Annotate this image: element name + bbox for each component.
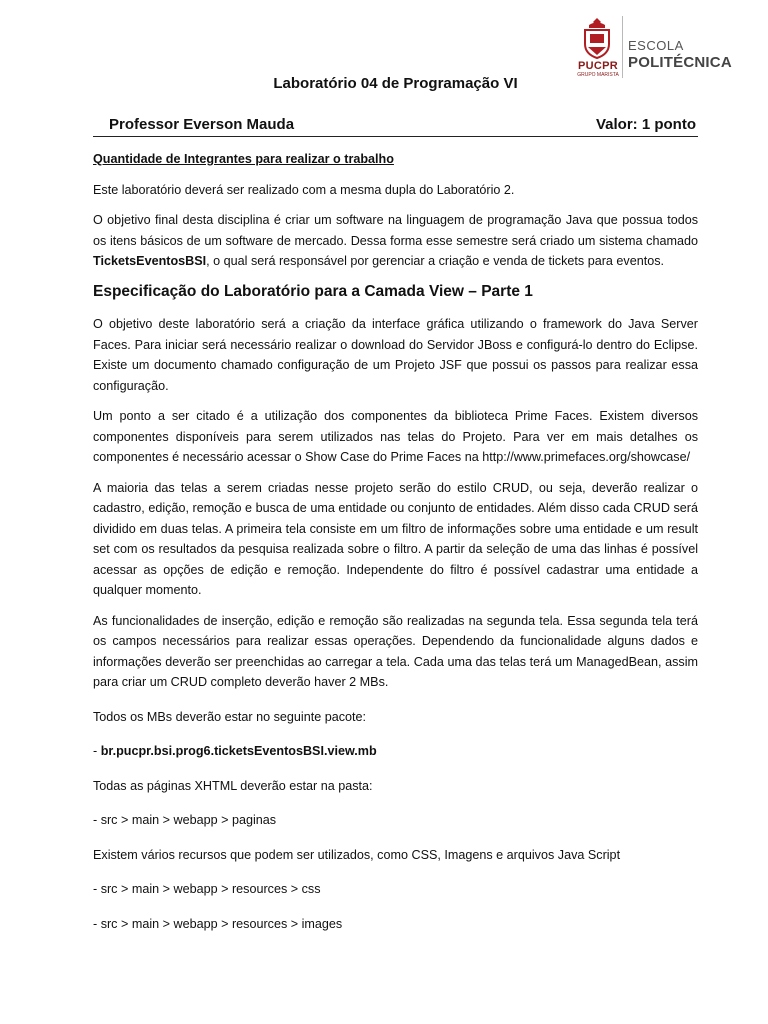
resources-intro: Existem vários recursos que podem ser utilizados, como CSS, Imagens e arquivos Java Script <box>93 847 621 862</box>
system-name: TicketsEventosBSI <box>93 254 207 268</box>
pucpr-subtitle: GRUPO MARISTA <box>577 72 619 78</box>
images-path: - src > main > webapp > resources > images <box>93 916 343 931</box>
objective-text-2: , o qual será responsável por gerenciar a criação e venda de tickets para eventos. <box>206 254 665 268</box>
css-path: - src > main > webapp > resources > css <box>93 882 321 896</box>
mb-package: br.pucpr.bsi.prog6.ticketsEventosBSI.view.mb <box>100 744 377 758</box>
objective-paragraph <box>93 210 698 272</box>
xhtml-intro: Todas as páginas XHTML deverão estar na pasta: <box>93 778 373 793</box>
logo-divider <box>622 16 623 78</box>
spec-paragraph: As funcionalidades de inserção, edição e remoção são realizadas na segunda tela. Essa segunda tela terá os campos necessários para realizar essas operações. Dependendo da funcionalidade alguns dados e informações deverão ser preenchidas ao carregar a tela. Cada uma das telas terá um ManagedBean, assim para criar um CRUD completo deverão haver 2 MBs. <box>93 613 698 689</box>
spec-paragraph: O objetivo deste laboratório será a criação da interface gráfica utilizando o framework do Java Server Faces. Para iniciar será necessário realizar o download do Servidor JBoss e configurá-lo dentro do Eclipse. Existe um documento chamado configuração de um Projeto JSF que possui os passos para realizar essa configuração. <box>93 317 698 393</box>
document-body <box>93 74 698 944</box>
pucpr-brand: PUCPR <box>577 60 618 72</box>
objective-text-1: O objetivo final desta disciplina é criar um software na linguagem de programação Java que possua todos os itens básicos de um software de mercado. Dessa forma esse semestre será criado um sistema chamado <box>93 213 698 248</box>
document-title: Laboratório 04 de Programação VI <box>273 75 518 92</box>
mb-package-line <box>93 741 698 762</box>
spec-heading: Especificação do Laboratório para a Camada View – Parte 1 <box>93 282 533 300</box>
spec-paragraph: A maioria das telas a serem criadas nesse projeto serão do estilo CRUD, ou seja, deverão realizar o cadastro, edição, remoção e busca de uma entidade ou conjunto de entidades. Além disso cada CRUD será dividido em duas telas. A primeira tela consiste em um filtro de informações sobre uma entidade e um result set com os resultados da pesquisa realizada sobre o filtro. A partir da seleção de uma das linhas é possível acessar as opções de edição e remoção. Independente do filtro é possível cadastrar uma entidade a qualquer momento. <box>93 480 698 597</box>
team-text: Este laboratório deverá ser realizado com a mesma dupla do Laboratório 2. <box>93 182 515 197</box>
team-heading: Quantidade de Integrantes para realizar o trabalho <box>93 152 394 166</box>
mb-intro: Todos os MBs deverão estar no seguinte pacote: <box>93 709 367 724</box>
pucpr-logo <box>575 12 732 78</box>
mb-package-prefix: - <box>93 744 101 758</box>
professor-line <box>93 115 698 138</box>
pucpr-crest-icon <box>579 16 615 60</box>
professor-name: Professor Everson Mauda <box>109 115 295 133</box>
school-line-1: ESCOLA <box>628 38 684 53</box>
spec-paragraph: Um ponto a ser citado é a utilização dos componentes da biblioteca Prime Faces. Existem diversos componentes disponíveis para serem utilizados nas telas do Projeto. Para ver em mais detalhes os componentes é necessário acessar o Show Case do Prime Faces na http://www.primefaces.org/showcase/ <box>93 409 698 464</box>
school-line-2: POLITÉCNICA <box>628 54 732 71</box>
xhtml-path: - src > main > webapp > paginas <box>93 813 277 827</box>
assignment-value: Valor: 1 ponto <box>595 115 696 133</box>
